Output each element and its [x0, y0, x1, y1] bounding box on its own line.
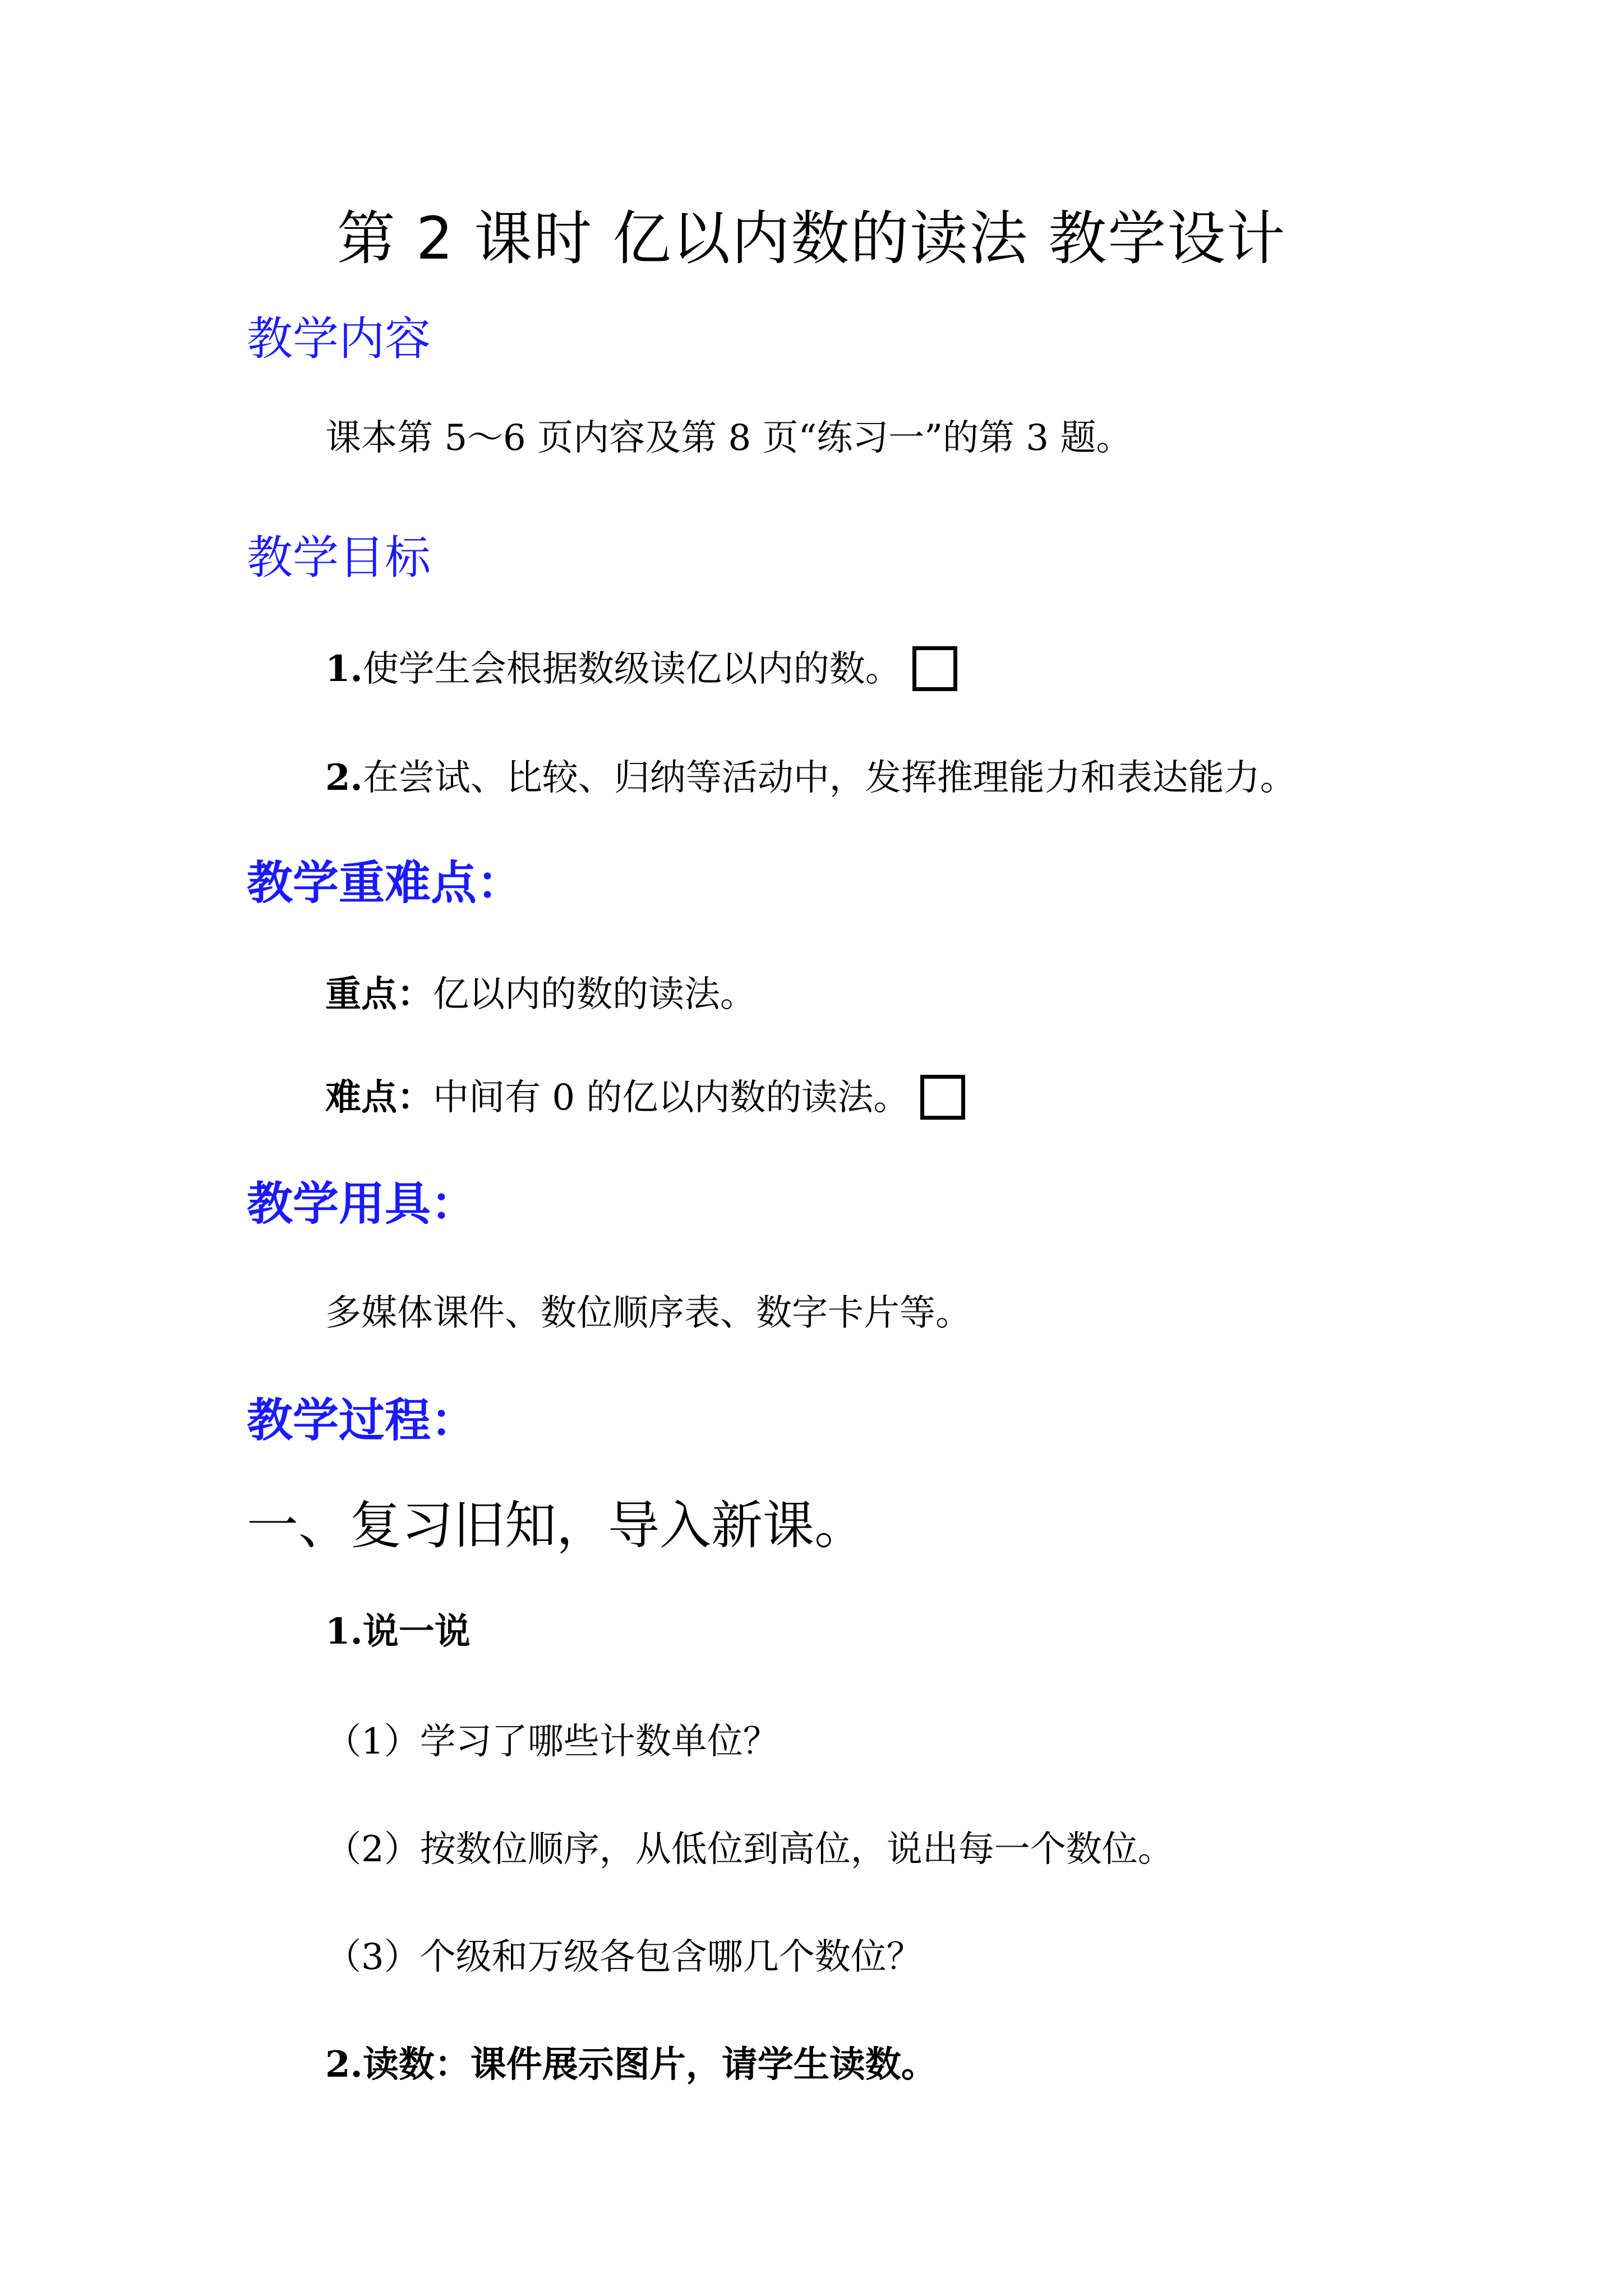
question-3: （3）个级和万级各包含哪几个数位？ [325, 1936, 923, 1978]
checkbox[interactable] [920, 1075, 965, 1120]
section-title: 一、复习旧知，导入新课。 [247, 1496, 866, 1556]
teaching-tools-text: 多媒体课件、数位顺序表、数字卡片等。 [325, 1292, 971, 1334]
difficult-point-label: 难点： [325, 1076, 433, 1119]
difficult-point-line [325, 1073, 965, 1123]
page-title: 第 2 课时 亿以内数的读法 教学设计 [336, 204, 1287, 273]
difficult-point-text: 中间有 0 的亿以内数的读法。 [433, 1077, 910, 1119]
question-1: （1）学习了哪些计数单位？ [325, 1721, 779, 1763]
teaching-content-text: 课本第 5～6 页内容及第 8 页“练习一”的第 3 题。 [325, 417, 1132, 459]
heading-teaching-tools: 教学用具： [247, 1177, 477, 1231]
goal-item-1-text: 使学生会根据数级读亿以内的数。 [362, 648, 901, 690]
key-point-line [325, 969, 756, 1020]
key-point-text: 亿以内的数的读法。 [433, 974, 756, 1015]
heading-teaching-process: 教学过程： [247, 1394, 477, 1447]
heading-teaching-content: 教学内容 [247, 312, 431, 366]
heading-key-points: 教学重难点： [247, 857, 523, 910]
goal-item-2-number: 2. [325, 757, 363, 799]
item-1-title-text: 1.说一说 [325, 1611, 471, 1653]
goal-item-2-text: 在尝试、比较、归纳等活动中，发挥推理能力和表达能力。 [362, 757, 1296, 799]
goal-item-2 [325, 753, 1296, 803]
heading-teaching-goals: 教学目标 [247, 531, 431, 585]
goal-item-1-number: 1. [325, 648, 363, 690]
question-2: （2）按数位顺序，从低位到高位，说出每一个数位。 [325, 1829, 1174, 1870]
item-2-title [325, 2040, 937, 2090]
goal-item-1 [325, 644, 957, 694]
key-point-label: 重点： [325, 973, 433, 1015]
item-1-title [325, 1607, 471, 1657]
checkbox[interactable] [912, 646, 957, 691]
item-2-title-text: 2.读数：课件展示图片，请学生读数。 [325, 2044, 937, 2086]
